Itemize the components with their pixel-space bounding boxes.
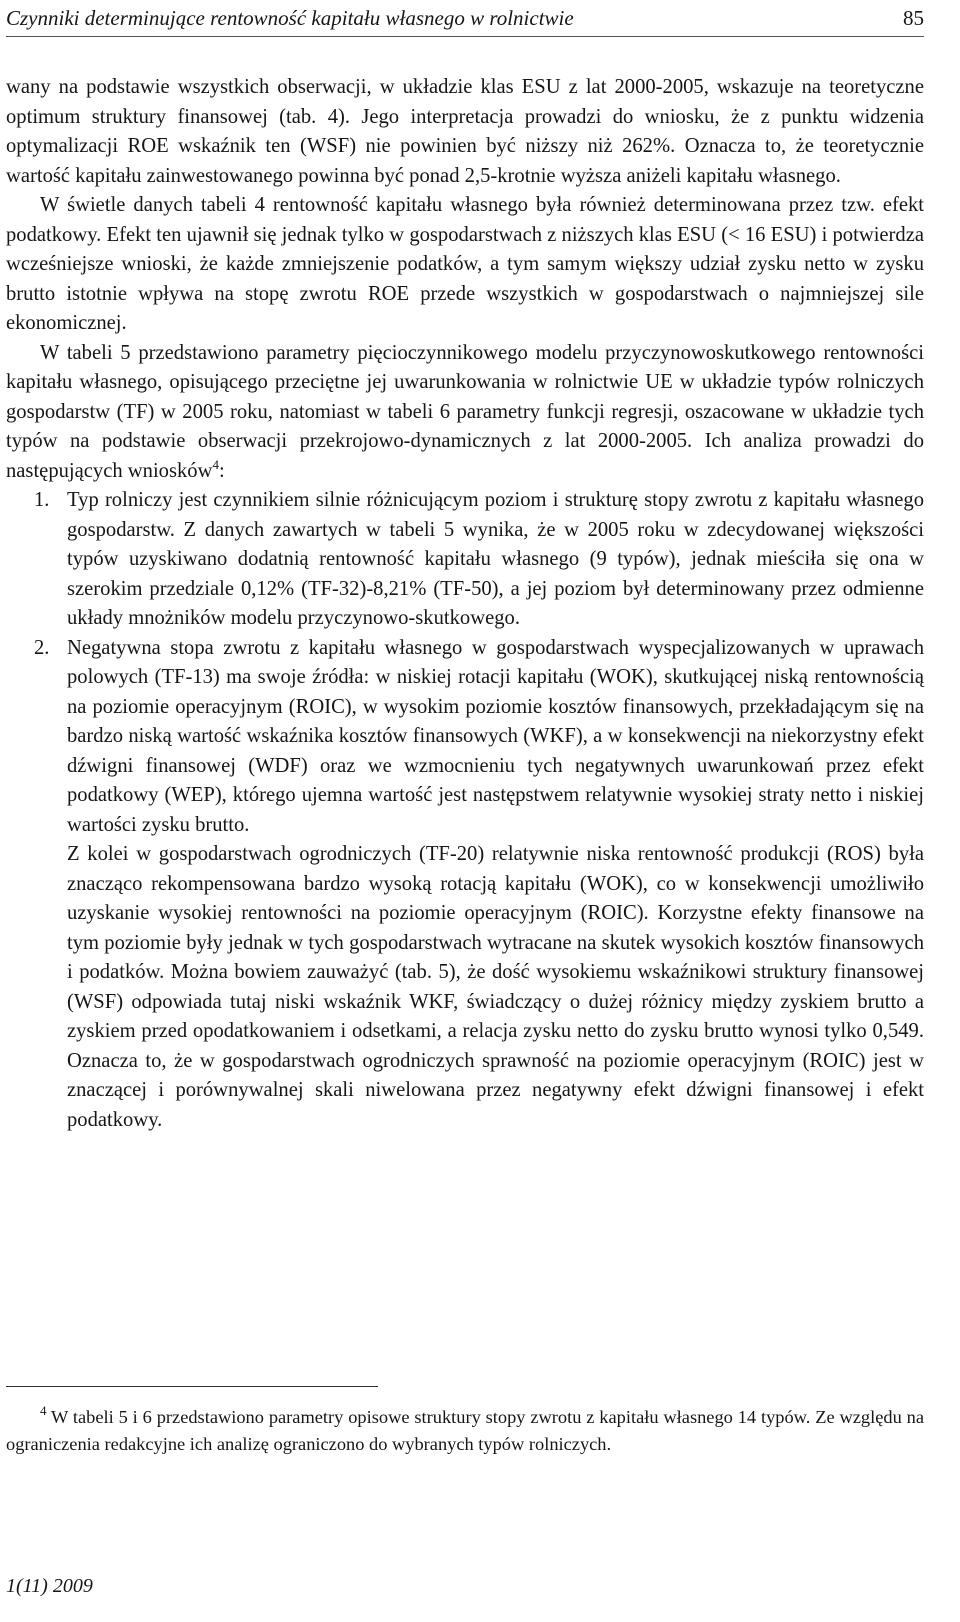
list-item-paragraph: Typ rolniczy jest czynnikiem silnie różnicującym poziom i strukturę stopy zwrotu z kapitału własnego gospodarstw. Z danych zawartych w tabeli 5 wynika, że w 2005 roku w zdecydowanej większości typów uzyskiwano dodatnią rentowność kapitału własnego (9 typów), jednak mieściła się ona w szerokim przedziale 0,12% (TF-32)-8,21% (TF-50), a jej poziom był determinowany przez odmienne układy mnożników modelu przyczynowo-skutkowego.: [67, 489, 924, 629]
list-item-1: [6, 486, 924, 634]
list-item-paragraph: Negatywna stopa zwrotu z kapitału własnego w gospodarstwach wyspecjalizowanych w uprawach polowych (TF-13) ma swoje źródła: w niskiej rotacji kapitału (WOK), skutkującej niską rentownością na poziomie operacyjnym (ROIC), w wysokim poziomie kosztów finansowych, przekładającym się na bardzo niską wartość wskaźnika kosztów finansowych (WKF), a w konsekwencji na niekorzystny efekt dźwigni finansowej (WDF) oraz we wzmocnieniu tych negatywnych uwarunkowań przez efekt podatkowy (WEP), którego ujemna wartość jest następstwem relatywnie wysokiej straty netto i niskiej wartości zysku brutto.: [67, 636, 924, 836]
paragraph-1: wany na podstawie wszystkich obserwacji, w układzie klas ESU z lat 2000-2005, wskazuje na teoretyczne optimum struktury finansowej (tab. 4). Jego interpretacja prowadzi do wniosku, że z punktu widzenia optymalizacji ROE wskaźnik ten (WSF) nie powinien być niższy niż 262%. Oznacza to, że teoretycznie wartość kapitału zainwestowanego powinna być ponad 2,5-krotnie wyższa aniżeli kapitału własnego.: [6, 76, 924, 187]
list-item-paragraph: Z kolei w gospodarstwach ogrodniczych (TF-20) relatywnie niska rentowność produkcji (ROS) była znacząco rekompensowana bardzo wysoką rotacją kapitału (WOK), co w konsekwencji umożliwiło uzyskanie wysokiej rentowności na poziomie operacyjnym (ROIC). Korzystne efekty finansowe na tym poziomie były jednak w tych gospodarstwach wytracane na skutek wysokich kosztów finansowych i podatków. Można bowiem zauważyć (tab. 5), że dość wysokiemu wskaźnikowi struktury finansowej (WSF) odpowiada tutaj niski wskaźnik WKF, świadczący o dużej różnicy między zyskiem brutto a zyskiem przed opodatkowaniem i odsetkami, a relacja zysku netto do zysku brutto wynosi tylko 0,549. Oznacza to, że w gospodarstwach ogrodniczych sprawność na poziomie operacyjnym (ROIC) jest w znaczącej i porównywalnej skali niwelowana przez negatywny efekt dźwigni finansowej i efekt podatkowy.: [67, 843, 924, 1131]
footnote-body: W tabeli 5 i 6 przedstawiono parametry opisowe struktury stopy zwrotu z kapitału własnego 14 typów. Ze względu na ograniczenia redakcyjne ich analizę ograniczono do wybranych typów rolniczych.: [6, 1407, 924, 1454]
footnote-text: [6, 1404, 924, 1458]
body-text: [6, 73, 924, 1135]
list-item-2: [6, 634, 924, 1136]
running-title: Czynniki determinujące rentowność kapitału własnego w rolnictwie: [6, 6, 574, 30]
page-number: 85: [903, 6, 924, 30]
running-header: [6, 2, 924, 37]
paragraph-3: [6, 339, 924, 487]
issue-footer: 1(11) 2009: [6, 1575, 93, 1597]
footnote-marker: 4: [40, 1403, 47, 1418]
list-item-number: 2.: [34, 636, 50, 659]
footnote-reference: 4: [212, 456, 219, 472]
footnote-separator: [6, 1386, 378, 1387]
list-item-number: 1.: [34, 489, 50, 511]
footnote: [6, 1404, 924, 1458]
paragraph-3-text: W tabeli 5 przedstawiono parametry pięcioczynnikowego modelu przyczynowoskutkowego rentowności kapitału własnego, opisującego przeciętne jej uwarunkowania w rolnictwie UE w układzie typów rolniczych gospodarstw (TF) w 2005 roku, natomiast w tabeli 6 parametry funkcji regresji, oszacowane w układzie tych typów na podstawie obserwacji przekrojowo-dynamicznych z lat 2000-2005. Ich analiza prowadzi do następujących wniosków: [6, 341, 924, 482]
paragraph-3-end: :: [218, 459, 225, 482]
paragraph-2: W świetle danych tabeli 4 rentowność kapitału własnego była również determinowana przez tzw. efekt podatkowy. Efekt ten ujawnił się jednak tylko w gospodarstwach z niższych klas ESU (< 16 ESU) i potwierdza wcześniejsze wnioski, że każde zmniejszenie podatków, a tym samym większy udział zysku netto w zysku brutto istotnie wpływa na stopę zwrotu ROE przede wszystkich w gospodarstwach o najmniejszej sile ekonomicznej.: [6, 194, 924, 334]
